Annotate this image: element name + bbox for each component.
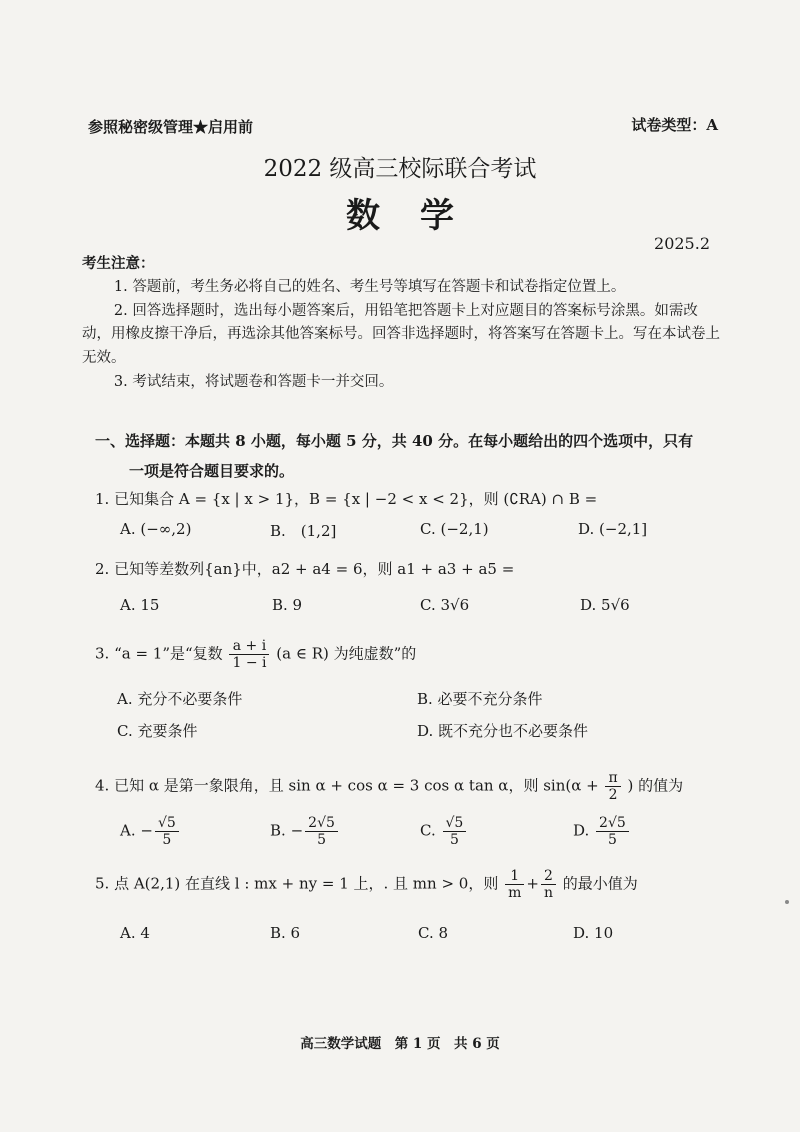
- question-4-option-b-num: 2√5: [305, 815, 338, 832]
- question-4-stem: [95, 770, 683, 803]
- question-4-option-d-fraction: [596, 815, 629, 848]
- question-4-option-d-label: D.: [573, 821, 590, 840]
- question-4-option-d-num: 2√5: [596, 815, 629, 832]
- question-4-fraction-den: 2: [608, 787, 618, 804]
- question-5-plus: +: [526, 874, 539, 893]
- question-4-option-c: [420, 815, 468, 848]
- question-4-option-b-label: B.: [270, 821, 286, 840]
- section-heading-line1: 一、选择题：本题共 8 小题，每小题 5 分，共 40 分。在每小题给出的四个选项中，只有: [95, 432, 694, 450]
- question-4-option-b-den: 5: [317, 832, 326, 849]
- question-3-option-c: C. 充要条件: [117, 722, 198, 740]
- question-1-stem: 1. 已知集合 A = {x | x > 1}，B = {x | −2 < x < 2}，则 (∁RA) ∩ B =: [95, 490, 598, 508]
- question-4-option-a-num: √5: [155, 815, 179, 832]
- question-4-option-d-den: 5: [607, 832, 617, 849]
- question-3-option-a: A. 充分不必要条件: [117, 690, 243, 708]
- notice-item-1: 1. 答题前，考生务必将自己的姓名、考生号等填写在答题卡和试卷指定位置上。: [113, 278, 626, 295]
- section-heading-line2: 一项是符合题目要求的。: [129, 462, 295, 480]
- question-3-stem: [95, 638, 416, 671]
- question-4-option-b-sign: −: [290, 821, 304, 840]
- question-1-option-c: C. (−2,1): [420, 520, 489, 538]
- question-2-option-a: A. 15: [120, 596, 160, 614]
- question-5-fraction-2: [541, 868, 556, 901]
- question-3-stem-prefix: 3. “a = 1”是“复数: [95, 644, 223, 663]
- question-4-option-c-label: C.: [420, 821, 436, 840]
- notice-item-3: 3. 考试结束，将试题卷和答题卡一并交回。: [113, 373, 394, 390]
- question-4-option-a-sign: −: [140, 821, 153, 840]
- scan-speck: [785, 900, 789, 904]
- question-4-option-a-den: 5: [162, 832, 172, 849]
- question-2-option-c: C. 3√6: [420, 596, 470, 614]
- subject-title: 数学: [346, 196, 494, 236]
- notice-block: [82, 252, 722, 395]
- question-4-option-a-fraction: [155, 815, 179, 848]
- question-5-fraction-2-den: n: [543, 885, 554, 902]
- question-4-option-b: [270, 815, 340, 848]
- question-5-fraction-2-num: 2: [541, 868, 556, 885]
- question-5-stem-suffix: 的最小值为: [562, 874, 638, 893]
- question-5-option-d: D. 10: [573, 924, 614, 942]
- question-4-option-a-label: A.: [120, 821, 136, 840]
- question-5-option-c: C. 8: [418, 924, 449, 942]
- question-5-option-a: A. 4: [120, 924, 150, 942]
- notice-title: 考生注意：: [82, 255, 155, 272]
- question-5-option-b: B. 6: [270, 924, 301, 942]
- question-5-stem-prefix: 5. 点 A(2,1) 在直线 l : mx + ny = 1 上，. 且 mn > 0，则: [95, 874, 499, 893]
- question-5-fraction-1: [505, 868, 524, 901]
- question-4-option-c-num: √5: [443, 815, 467, 832]
- confidential-label: 参照秘密级管理★启用前: [88, 118, 254, 136]
- question-2-option-d: D. 5√6: [580, 596, 630, 614]
- question-4-option-b-fraction: [305, 815, 338, 848]
- question-2-option-b: B. 9: [272, 596, 303, 614]
- question-4-option-d: [573, 815, 631, 848]
- question-5-fraction-1-den: m: [508, 885, 522, 902]
- question-4-stem-suffix: ) 的值为: [627, 776, 684, 795]
- question-3-fraction-den: 1 − i: [232, 655, 267, 672]
- question-4-fraction: [605, 770, 620, 803]
- question-4-option-c-den: 5: [449, 832, 459, 849]
- page-footer: 高三数学试题 第 1 页 共 6 页: [300, 1036, 500, 1052]
- exam-title: 2022 级高三校际联合考试: [263, 156, 537, 182]
- question-2-stem: 2. 已知等差数列{an}中，a2 + a4 = 6，则 a1 + a3 + a5 =: [95, 560, 515, 578]
- question-4-fraction-num: π: [605, 770, 620, 787]
- question-4-option-a: [120, 815, 181, 848]
- question-4-stem-prefix: 4. 已知 α 是第一象限角，且 sin α + cos α = 3 cos α tan α，则 sin(α +: [95, 776, 599, 795]
- question-5-fraction-1-num: 1: [505, 868, 524, 885]
- question-3-fraction-num: a + i: [229, 638, 269, 655]
- notice-item-2: 2. 回答选择题时，选出每小题答案后，用铅笔把答题卡上对应题目的答案标号涂黑。如需改动，用橡皮擦干净后，再选涂其他答案标号。回答非选择题时，将答案写在答题卡上。写在本试卷上无效。: [82, 302, 720, 367]
- question-3-option-d: D. 既不充分也不必要条件: [417, 722, 589, 740]
- question-1-option-a: A. (−∞,2): [120, 520, 192, 538]
- question-4-option-c-fraction: [443, 815, 467, 848]
- paper-type-label: 试卷类型：A: [631, 116, 718, 134]
- question-5-stem: [95, 868, 638, 901]
- question-1-option-b: B. (1,2]: [270, 522, 337, 540]
- section-heading: [95, 426, 735, 486]
- question-1-option-d: D. (−2,1]: [578, 520, 648, 538]
- exam-date: 2025.2: [654, 234, 710, 253]
- question-3-stem-suffix: (a ∈ R) 为纯虚数”的: [276, 644, 417, 663]
- question-3-option-b: B. 必要不充分条件: [417, 690, 543, 708]
- question-3-fraction: [229, 638, 269, 671]
